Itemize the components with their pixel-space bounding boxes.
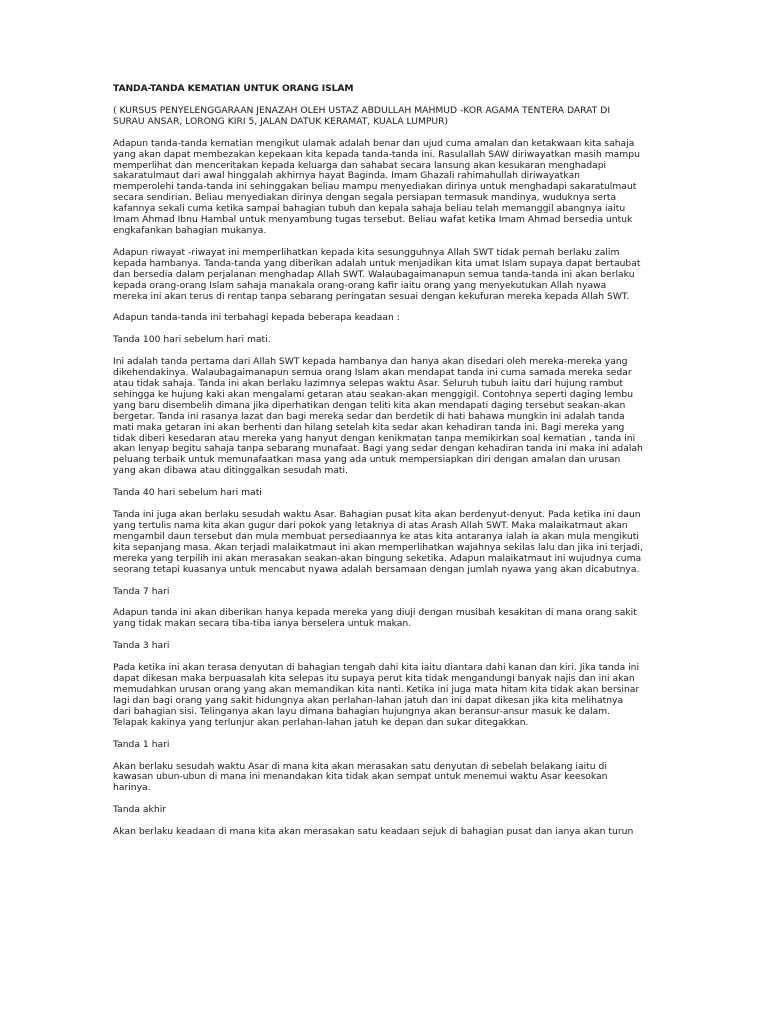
section-heading: Tanda 3 hari [113,640,170,652]
paragraph: Adapun riwayat -riwayat ini memperlihatkan kepada kita sesungguhnya Allah SWT tidak pernah berlaku zalim kepada hambanya. Tanda-tanda yang diberikan adalah untuk menjadikan kita umat Islam supaya dapat bertaubat dan bersedia dalam perjalanan menghadap Allah SWT. Walaubagaimanapun semua tanda-tanda ini akan berlaku kepada orang-orang Islam sahaja manakala orang-orang kafir iaitu orang yang menyekutukan Allah nyawa mereka ini akan terus di rentap tanpa sebarang peringatan sesuai dengan kekufuran mereka kepada Allah SWT. [113,246,641,302]
paragraph: Akan berlaku keadaan di mana kita akan merasakan satu keadaan sejuk di bahagian pusat dan ianya akan turun [113,826,634,838]
paragraph: Adapun tanda-tanda kematian mengikut ulamak adalah benar dan ujud cuma amalan dan ketakwaan kita sahaja yang akan dapat membezakan kepekaan kita kepada tanda-tanda ini. Rasulallah SAW diriwayatkan masih mampu memperlihat dan menceritakan kepada keluarga dan sahabat secara lansung akan kesukaran menghadapi sakaratulmaut dari awal hinggalah akhirnya hayat Baginda. Imam Ghazali rahimahullah diriwayatkan memperolehi tanda-tanda ini sehinggakan beliau mampu menyediakan dirinya untuk menghadapi sakaratulmaut secara sendirian. Beliau menyediakan dirinya dengan segala persiapan termasuk mandinya, wuduknya serta kafannya sekali cuma ketika sampai bahagian tubuh dan kepala sahaja beliau telah memanggil abangnya iaitu Imam Ahmad Ibnu Hambal untuk menyambung tugas tersebut. Beliau wafat ketika Imam Ahmad bersedia untuk engkafankan bahagian mukanya. [113,137,640,236]
section-heading: Tanda 100 hari sebelum hari mati. [113,334,271,346]
document-page [113,84,643,849]
document-title: TANDA-TANDA KEMATIAN UNTUK ORANG ISLAM [113,83,354,94]
paragraph: Adapun tanda-tanda ini terbahagi kepada beberapa keadaan : [113,312,400,324]
paragraph: Ini adalah tanda pertama dari Allah SWT kepada hambanya dan hanya akan disedari oleh mereka-mereka yang dikehendakinya. Walaubagaimanapun semua orang Islam akan mendapat tanda ini cuma samada mereka sedar atau tidak sahaja. Tanda ini akan berlaku lazimnya selepas waktu Asar. Seluruh tubuh iaitu dari hujung rambut sehingga ke hujung kaki akan mengalami getaran atau seakan-akan menggigil. Contohnya seperti daging lembu yang baru disembelih dimana jika diperhatikan dengan teliti kita akan mendapati daging tersebut seakan-akan bergetar. Tanda ini rasanya lazat dan bagi mereka sedar dan berdetik di hati bahawa mungkin ini adalah tanda mati maka getaran ini akan berhenti dan hilang setelah kita sedar akan kehadiran tanda ini. Bagi mereka yang tidak diberi kesedaran atau mereka yang hanyut dengan kenikmatan tanpa memikirkan soal kematian , tanda ini akan lenyap begitu sahaja tanpa sebarang munafaat. Bagi yang sedar dengan kehadiran tanda ini maka ini adalah peluang terbaik untuk memunafaatkan masa yang ada untuk mempersiapkan diri dengan amalan dan urusan yang akan dibawa atau ditinggalkan sesudah mati. [113,356,643,477]
paragraph: Adapun tanda ini akan diberikan hanya kepada mereka yang diuji dengan musibah kesakitan di mana orang sakit yang tidak makan secara tiba-tiba ianya berselera untuk makan. [113,607,637,630]
paragraph: Tanda ini juga akan berlaku sesudah waktu Asar. Bahagian pusat kita akan berdenyut-denyut. Pada ketika ini daun yang tertulis nama kita akan gugur dari pokok yang letaknya di atas Arash Allah SWT. Maka malaikatmaut akan mengambil daun tersebut dan mula membuat persediaannya ke atas kita antaranya ialah ia akan mula mengikuti kita sepanjang masa. Akan terjadi malaikatmaut ini akan memperlihatkan wajahnya sekilas lalu dan jika ini terjadi, mereka yang terpilih ini akan merasakan seakan-akan bingung seketika. Adapun malaikatmaut ini wujudnya cuma seorang tetapi kuasanya untuk mencabut nyawa adalah bersamaan dengan jumlah nyawa yang akan dicabutnya. [113,509,643,575]
section-heading: Tanda 1 hari [113,738,170,750]
section-heading: Tanda akhir [113,804,167,816]
paragraph: Akan berlaku sesudah waktu Asar di mana kita akan merasakan satu denyutan di sebelah belakang iaitu di kawasan ubun-ubun di mana ini menandakan kita tidak akan sempat untuk menemui waktu Asar keesokan harinya. [113,760,608,794]
paragraph: Pada ketika ini akan terasa denyutan di bahagian tengah dahi kita iaitu diantara dahi kanan dan kiri. Jika tanda ini dapat dikesan maka berpuasalah kita selepas itu supaya perut kita tidak mengandungi banyak najis dan ini akan memudahkan urusan orang yang akan memandikan kita nanti. Ketika ini juga mata hitam kita tidak akan bersinar lagi dan bagi orang yang sakit hidungnya akan perlahan-lahan jatuh dan ini dapat dikesan jika kita melihatnya dari bahagian sisi. Telinganya akan layu dimana bahagian hujungnya akan beransur-ansur masuk ke dalam. Telapak kakinya yang terlunjur akan perlahan-lahan jatuh ke depan dan sukar ditegakkan. [113,662,640,728]
section-heading: Tanda 40 hari sebelum hari mati [113,487,262,499]
section-heading: Tanda 7 hari [113,585,170,597]
document-subtitle: ( KURSUS PENYELENGGARAAN JENAZAH OLEH USTAZ ABDULLAH MAHMUD -KOR AGAMA TENTERA DARAT DI SURAU ANSAR, LORONG KIRI 5, JALAN DATUK KERAMAT, KUALA LUMPUR) [113,104,611,127]
